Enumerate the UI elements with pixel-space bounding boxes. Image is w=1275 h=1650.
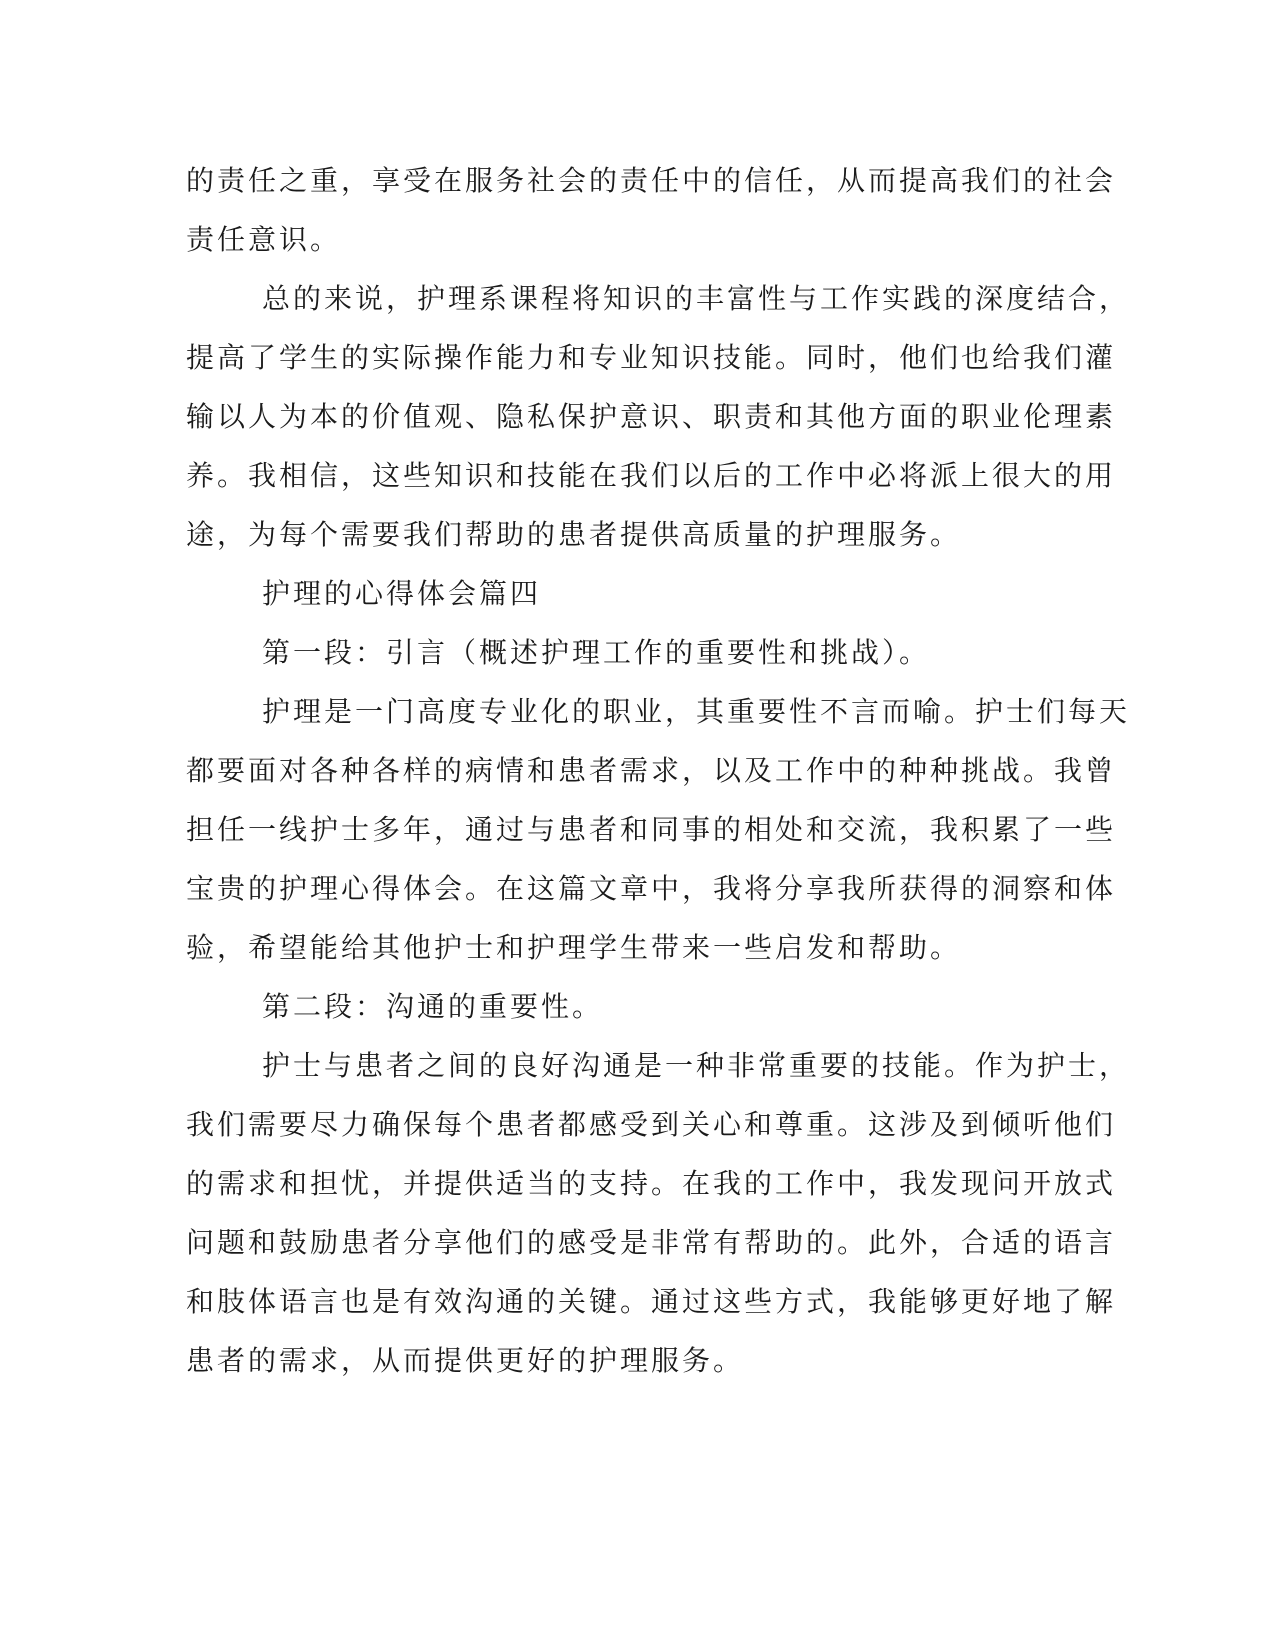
text-line: 的需求和担忧，并提供适当的支持。在我的工作中，我发现问开放式 [186,1167,1117,1200]
text-line: 都要面对各种各样的病情和患者需求，以及工作中的种种挑战。我曾 [186,754,1117,787]
text-line: 护士与患者之间的良好沟通是一种非常重要的技能。作为护士， [262,1049,1131,1082]
text-line: 养。我相信，这些知识和技能在我们以后的工作中必将派上很大的用 [186,459,1117,492]
text-line: 宝贵的护理心得体会。在这篇文章中，我将分享我所获得的洞察和体 [186,872,1117,905]
text-line: 提高了学生的实际操作能力和专业知识技能。同时，他们也给我们灌 [186,341,1117,374]
text-line: 责任意识。 [186,223,342,256]
text-line: 验，希望能给其他护士和护理学生带来一些启发和帮助。 [186,931,962,964]
text-line: 问题和鼓励患者分享他们的感受是非常有帮助的。此外，合适的语言 [186,1226,1117,1259]
text-line: 和肢体语言也是有效沟通的关键。通过这些方式，我能够更好地了解 [186,1285,1117,1318]
text-line: 担任一线护士多年，通过与患者和同事的相处和交流，我积累了一些 [186,813,1117,846]
text-line: 输以人为本的价值观、隐私保护意识、职责和其他方面的职业伦理素 [186,400,1117,433]
subsection-heading: 第二段：沟通的重要性。 [262,990,604,1023]
subsection-heading: 第一段：引言（概述护理工作的重要性和挑战）。 [262,636,931,669]
section-heading: 护理的心得体会篇四 [262,577,542,610]
text-line: 途，为每个需要我们帮助的患者提供高质量的护理服务。 [186,518,962,551]
text-line: 的责任之重，享受在服务社会的责任中的信任，从而提高我们的社会 [186,164,1117,197]
text-line: 护理是一门高度专业化的职业，其重要性不言而喻。护士们每天 [262,695,1131,728]
text-line: 患者的需求，从而提供更好的护理服务。 [186,1344,745,1377]
text-line: 我们需要尽力确保每个患者都感受到关心和尊重。这涉及到倾听他们 [186,1108,1117,1141]
text-line: 总的来说，护理系课程将知识的丰富性与工作实践的深度结合， [262,282,1131,315]
